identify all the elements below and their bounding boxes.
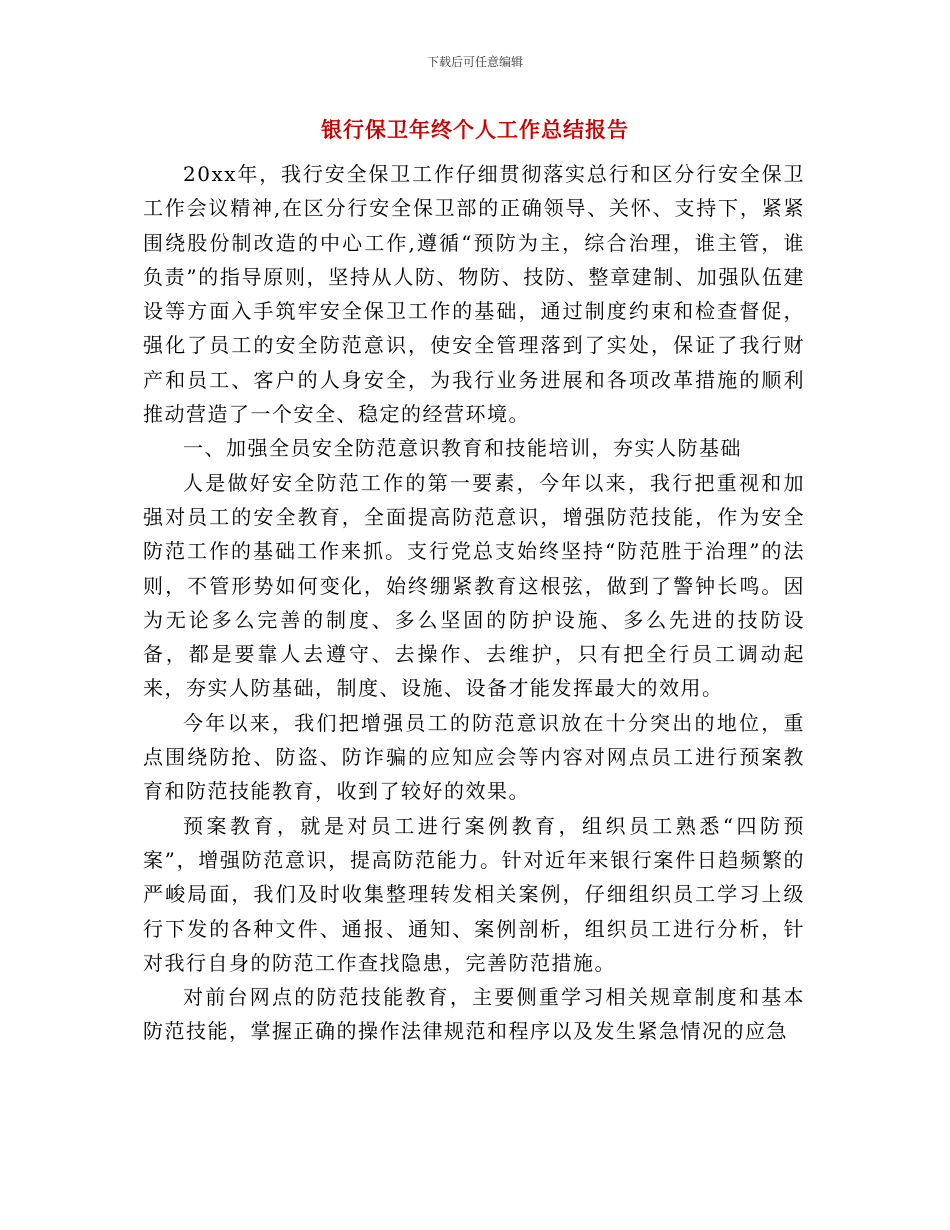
paragraph: 对前台网点的防范技能教育，主要侧重学习相关规章制度和基本防范技能，掌握正确的操作法律规范和程序以及发生紧急情况的应急	[143, 985, 805, 1044]
paragraph-intro: 20xx年，我行安全保卫工作仔细贯彻落实总行和区分行安全保卫工作会议精神,在区分行安全保卫部的正确领导、关怀、支持下，紧紧围绕股份制改造的中心工作,遵循“预防为主，综合治理，谁主管，谁负责”的指导原则，坚持从人防、物防、技防、整章建制、加强队伍建设等方面入手筑牢安全保卫工作的基础，通过制度约束和检查督促，强化了员工的安全防范意识，使安全管理落到了实处，保证了我行财产和员工、客户的人身安全，为我行业务进展和各项改革措施的顺利推动营造了一个安全、稳定的经营环境。	[143, 162, 805, 427]
header-note: 下载后可任意编辑	[426, 55, 523, 69]
paragraph: 预案教育，就是对员工进行案例教育，组织员工熟悉“四防预案”，增强防范意识，提高防范能力。针对近年来银行案件日趋频繁的严峻局面，我们及时收集整理转发相关案例，仔细组织员工学习上级行下发的各种文件、通报、通知、案例剖析，组织员工进行分析，针对我行自身的防范工作查找隐患，完善防范措施。	[143, 813, 805, 975]
paragraph: 今年以来，我们把增强员工的防范意识放在十分突出的地位，重点围绕防抢、防盗、防诈骗的应知应会等内容对网点员工进行预案教育和防范技能教育，收到了较好的效果。	[143, 710, 805, 804]
document-title: 银行保卫年终个人工作总结报告	[321, 118, 629, 142]
paragraph: 人是做好安全防范工作的第一要素，今年以来，我行把重视和加强对员工的安全教育，全面提高防范意识，增强防范技能，作为安全防范工作的基础工作来抓。支行党总支始终坚持“防范胜于治理”的法则，不管形势如何变化，始终绷紧教育这根弦，做到了警钟长鸣。因为无论多么完善的制度、多么坚固的防护设施、多么先进的技防设备，都是要靠人去遵守、去操作、去维护，只有把全行员工调动起来，夯实人防基础，制度、设施、设备才能发挥最大的效用。	[143, 470, 805, 701]
section-heading-1: 一、加强全员安全防范意识教育和技能培训，夯实人防基础	[183, 436, 742, 461]
document-body	[143, 157, 805, 1049]
